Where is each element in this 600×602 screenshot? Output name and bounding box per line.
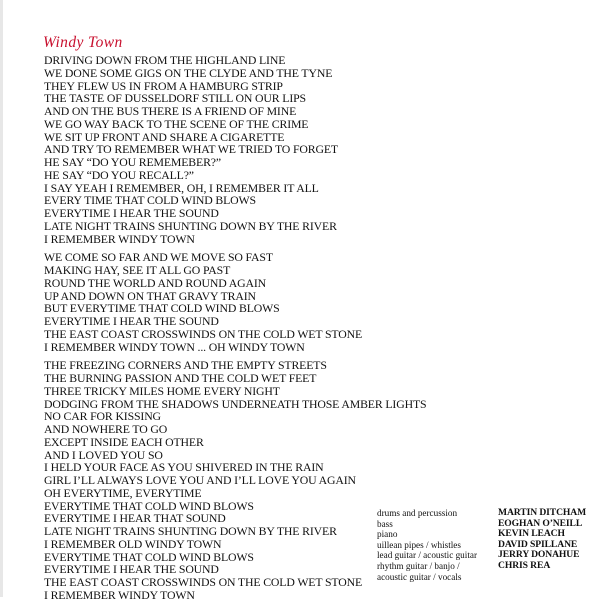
lyric-line: LATE NIGHT TRAINS SHUNTING DOWN BY THE RIVER: [44, 218, 337, 233]
credit-name: MARTIN DITCHAM: [498, 507, 587, 518]
credit-name: EOGHAN O’NEILL: [498, 517, 583, 529]
lyric-line: AND I LOVED YOU SO: [44, 447, 163, 462]
lyric-line: AND TRY TO REMEMBER WHAT WE TRIED TO FORGET: [44, 142, 338, 157]
credit-row: [377, 572, 586, 583]
lyric-line: HE SAY “DO YOU RECALL?”: [44, 167, 194, 182]
lyric-line: DODGING FROM THE SHADOWS UNDERNEATH THOSE AMBER LIGHTS: [44, 396, 427, 411]
lyric-line: I REMEMBER WINDY TOWN: [44, 231, 195, 246]
lyric-line: AND NOWHERE TO GO: [44, 422, 168, 436]
lyric-line: HE SAY “DO YOU REMEMEBER?”: [44, 155, 221, 169]
lyric-line: EVERYTIME I HEAR THE SOUND: [44, 206, 219, 220]
lyric-line: MAKING HAY, SEE IT ALL GO PAST: [44, 263, 231, 277]
lyric-line: EVERY TIME THAT COLD WIND BLOWS: [44, 193, 256, 208]
page-edge-shadow: [0, 0, 3, 597]
lyric-line: DRIVING DOWN FROM THE HIGHLAND LINE: [44, 53, 286, 67]
lyric-line: GIRL I’LL ALWAYS LOVE YOU AND I’LL LOVE YOU AGAIN: [44, 473, 356, 487]
credit-name: CHRIS REA: [498, 559, 551, 571]
song-title: Windy Town: [43, 34, 123, 51]
lyric-line: WE DONE SOME GIGS ON THE CLYDE AND THE TYNE: [44, 65, 333, 80]
lyric-line: NO CAR FOR KISSING: [44, 409, 161, 424]
lyric-line: THE TASTE OF DUSSELDORF STILL ON OUR LIPS: [44, 91, 306, 106]
credit-role: uillean pipes / whistles: [377, 539, 461, 550]
credit-role: drums and percussion: [377, 508, 458, 518]
lyric-line: THE FREEZING CORNERS AND THE EMPTY STREETS: [44, 358, 327, 373]
lyric-line: I SAY YEAH I REMEMBER, OH, I REMEMBER IT ALL: [44, 180, 319, 195]
lyric-line: I REMEMBER OLD WINDY TOWN: [44, 536, 222, 551]
lyric-line: EXCEPT INSIDE EACH OTHER: [44, 434, 204, 449]
lyric-line: I REMEMBER WINDY TOWN: [44, 587, 195, 602]
credit-role: bass: [377, 518, 393, 529]
lyric-line: LATE NIGHT TRAINS SHUNTING DOWN BY THE RIVER: [44, 524, 337, 538]
lyric-line: EVERYTIME THAT COLD WIND BLOWS: [44, 549, 254, 564]
credit-name: JERRY DONAHUE: [498, 549, 580, 561]
lyric-line: UP AND DOWN ON THAT GRAVY TRAIN: [44, 288, 256, 303]
lyric-line: EVERYTIME I HEAR THAT SOUND: [44, 511, 226, 526]
credit-row: [377, 561, 586, 572]
lyric-line: OH EVERYTIME, EVERYTIME: [44, 485, 202, 500]
lyric-line: THE EAST COAST CROSSWINDS ON THE COLD WET STONE: [44, 326, 363, 341]
verse-2: [44, 251, 584, 353]
lyric-line: I REMEMBER WINDY TOWN ... OH WINDY TOWN: [44, 339, 305, 354]
lyric-line: THEY FLEW US IN FROM A HAMBURG STRIP: [44, 78, 283, 93]
lyric-line: EVERYTIME THAT COLD WIND BLOWS: [44, 498, 254, 513]
verse-1: [44, 54, 584, 245]
lyric-line: THREE TRICKY MILES HOME EVERY NIGHT: [44, 383, 280, 398]
lyric-line: THE BURNING PASSION AND THE COLD WET FEET: [44, 371, 317, 385]
lyric-line: THE EAST COAST CROSSWINDS ON THE COLD WET STONE: [44, 575, 363, 589]
credit-name: DAVID SPILLANE: [498, 538, 578, 550]
credit-role: piano: [377, 529, 398, 540]
credit-row: [377, 508, 586, 519]
credit-role: lead guitar / acoustic guitar: [377, 550, 478, 561]
lyric-line: AND ON THE BUS THERE IS A FRIEND OF MINE: [44, 104, 297, 118]
credit-role: acoustic guitar / vocals: [377, 571, 462, 582]
lyric-line: I HELD YOUR FACE AS YOU SHIVERED IN THE RAIN: [44, 460, 324, 475]
lyric-line: BUT EVERYTIME THAT COLD WIND BLOWS: [44, 301, 280, 316]
lyric-line: WE COME SO FAR AND WE MOVE SO FAST: [44, 250, 273, 265]
lyric-line: ROUND THE WORLD AND ROUND AGAIN: [44, 275, 267, 290]
lyric-line: WE SIT UP FRONT AND SHARE A CIGARETTE: [44, 129, 285, 144]
credits-block: [377, 508, 586, 582]
credit-name: KEVIN LEACH: [498, 528, 565, 540]
credit-row: [377, 550, 586, 561]
lyric-line: EVERYTIME I HEAR THE SOUND: [44, 562, 219, 577]
lyric-line: WE GO WAY BACK TO THE SCENE OF THE CRIME: [44, 116, 309, 131]
credit-role: rhythm guitar / banjo /: [377, 560, 460, 571]
lyric-line: EVERYTIME I HEAR THE SOUND: [44, 314, 219, 328]
